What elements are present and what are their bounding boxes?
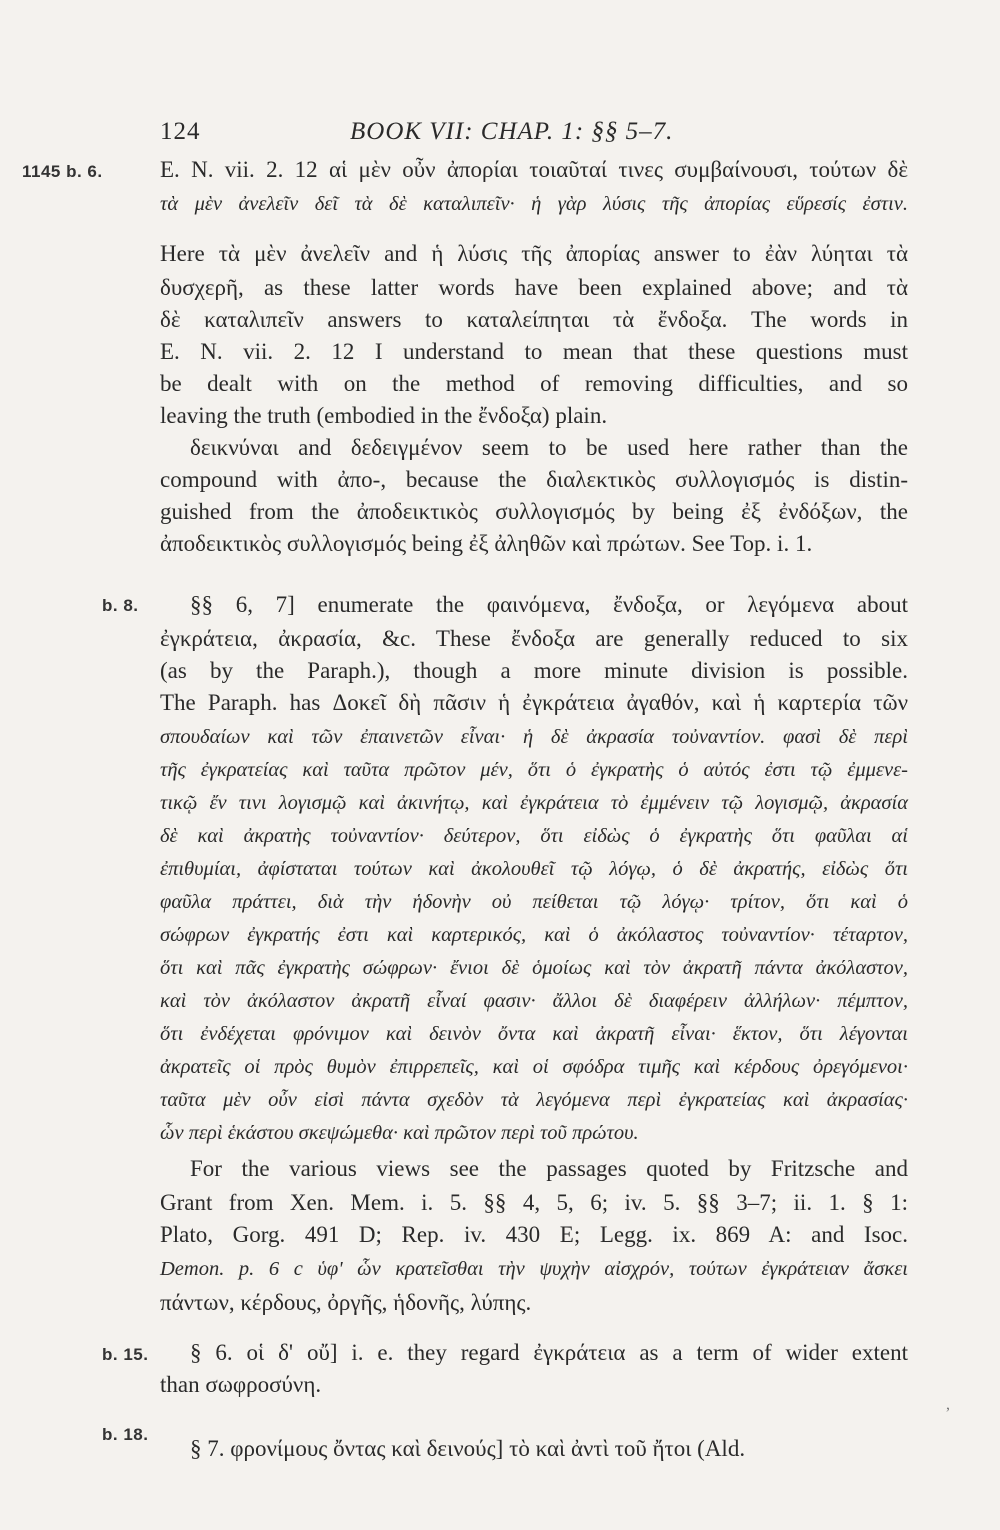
note-line: σώφρων ἐγκρατής ἐστι καὶ καρτερικός, καὶ ὁ ἀκόλαστος τοὐναντίον· τέταρτον, (160, 924, 908, 946)
note-line: leaving the truth (embodied in the ἔνδοξα) plain. (160, 403, 608, 428)
note-line: ὅτι ἐνδέχεται φρόνιμον καὶ δεινὸν ὄντα καὶ ἀκρατῆ εἶναι· ἕκτον, ὅτι λέγονται (160, 1023, 908, 1045)
note-line: τῆς ἐγκρατείας καὶ ταῦτα πρῶτον μέν, ὅτι ὁ ἐγκρατὴς ὁ αὐτός ἐστι τῷ ἐμμενε- (160, 759, 908, 781)
note-line: καὶ τὸν ἀκόλαστον ἀκρατῆ εἶναί φασιν· ἄλλοι δὲ διαφέρειν ἀλλήλων· πέμπτον, (160, 990, 908, 1012)
note-line: ἐγκράτεια, ἀκρασία, &c. These ἔνδοξα are generally reduced to six (160, 626, 908, 651)
note-line: For the various views see the passages quoted by Fritzsche and (190, 1156, 908, 1181)
note-line: σπουδαίων καὶ τῶν ἐπαινετῶν εἶναι· ἡ δὲ ἀκρασία τοὐναντίον. φασὶ δὲ περὶ (160, 726, 908, 748)
note-line: φαῦλα πράττει, διὰ τὴν ἡδονὴν οὐ πείθεται τῷ λόγῳ· τρίτον, ὅτι καὶ ὁ (160, 891, 908, 913)
note-line: than σωφροσύνη. (160, 1372, 322, 1397)
line-reference: b. 15. (102, 1345, 149, 1364)
note-line: δὲ καταλιπεῖν answers to καταλείπηται τὰ ἔνδοξα. The words in (160, 307, 908, 332)
page-number: 124 (160, 118, 201, 145)
note-line: δὲ καὶ ἀκρατὴς τοὐναντίον· δεύτερον, ὅτι εἰδὼς ὁ ἐγκρατὴς ὅτι φαῦλαι αἱ (160, 825, 908, 847)
line-reference: 1145 b. 6. (22, 162, 103, 181)
note-line: ὅτι καὶ πᾶς ἐγκρατὴς σώφρων· ἔνιοι δὲ ὁμοίως καὶ τὸν ἀκρατῆ πάντα ἀκόλαστον, (160, 957, 908, 979)
note-line: § 7. φρονίμους ὄντας καὶ δεινούς] τὸ καὶ ἀντὶ τοῦ ἤτοι (Ald. (190, 1436, 746, 1461)
line-reference: b. 18. (102, 1425, 149, 1444)
note-line: τὰ μὲν ἀνελεῖν δεῖ τὰ δὲ καταλιπεῖν· ἡ γὰρ λύσις τῆς ἀπορίας εὕρεσίς ἐστιν. (160, 193, 908, 215)
note-line: ἐπιθυμίαι, ἀφίσταται τούτων καὶ ἀκολουθεῖ τῷ λόγῳ, ὁ δὲ ἀκρατής, εἰδὼς ὅτι (160, 858, 908, 880)
note-line: The Paraph. has Δοκεῖ δὴ πᾶσιν ἡ ἐγκράτεια ἀγαθόν, καὶ ἡ καρτερία τῶν (160, 690, 908, 715)
note-line: δυσχερῆ, as these latter words have been explained above; and τὰ (160, 275, 908, 300)
note-line: §§ 6, 7] enumerate the φαινόμενα, ἔνδοξα, or λεγόμενα about (190, 592, 908, 617)
note-line: Plato, Gorg. 491 D; Rep. iv. 430 E; Legg. ix. 869 A: and Isoc. (160, 1222, 908, 1247)
line-reference: b. 8. (102, 596, 139, 615)
note-line: E. N. vii. 2. 12 αἱ μὲν οὖν ἀπορίαι τοιαῦταί τινες συμβαίνουσι, τούτων δὲ (160, 157, 908, 182)
note-line: (as by the Paraph.), though a more minute division is possible. (160, 658, 908, 683)
note-line: δεικνύναι and δεδειγμένον seem to be used here rather than the (190, 435, 908, 460)
note-line: Grant from Xen. Mem. i. 5. §§ 4, 5, 6; iv. 5. §§ 3–7; ii. 1. § 1: (160, 1190, 908, 1215)
note-line: § 6. οἱ δ' οὔ] i. e. they regard ἐγκράτεια as a term of wider extent (190, 1340, 908, 1365)
note-line: ὧν περὶ ἑκάστου σκεψώμεθα· καὶ πρῶτον περὶ τοῦ πρώτου. (160, 1122, 639, 1144)
stray-mark: , (946, 1396, 950, 1413)
note-line: Demon. p. 6 c ὑφ' ὧν κρατεῖσθαι τὴν ψυχὴν αἰσχρόν, τούτων ἐγκράτειαν ἄσκει (160, 1258, 908, 1280)
note-line: ἀκρατεῖς οἱ πρὸς θυμὸν ἐπιρρεπεῖς, καὶ οἱ σφόδρα τιμῆς καὶ κέρδους ὀρεγόμενοι· (160, 1056, 908, 1078)
note-line: ἀποδεικτικὸς συλλογισμός being ἐξ ἀληθῶν καὶ πρώτων. See Top. i. 1. (160, 531, 813, 556)
running-title: BOOK VII: CHAP. 1: §§ 5–7. (350, 118, 674, 145)
note-line: guished from the ἀποδεικτικὸς συλλογισμός by being ἐξ ἐνδόξων, the (160, 499, 908, 524)
note-line: compound with ἀπο-, because the διαλεκτικὸς συλλογισμός is distin- (160, 467, 908, 492)
note-line: ταῦτα μὲν οὖν εἰσὶ πάντα σχεδὸν τὰ λεγόμενα περὶ ἐγκρατείας καὶ ἀκρασίας· (160, 1089, 908, 1111)
note-line: πάντων, κέρδους, ὀργῆς, ἡδονῆς, λύπης. (160, 1290, 532, 1315)
note-line: Here τὰ μὲν ἀνελεῖν and ἡ λύσις τῆς ἀπορίας answer to ἐὰν λύηται τὰ (160, 241, 908, 266)
note-line: τικῷ ἔν τινι λογισμῷ καὶ ἀκινήτῳ, καὶ ἐγκράτεια τὸ ἐμμένειν τῷ λογισμῷ, ἀκρασία (160, 792, 908, 814)
note-line: E. N. vii. 2. 12 I understand to mean that these questions must (160, 339, 908, 364)
note-line: be dealt with on the method of removing difficulties, and so (160, 371, 908, 396)
